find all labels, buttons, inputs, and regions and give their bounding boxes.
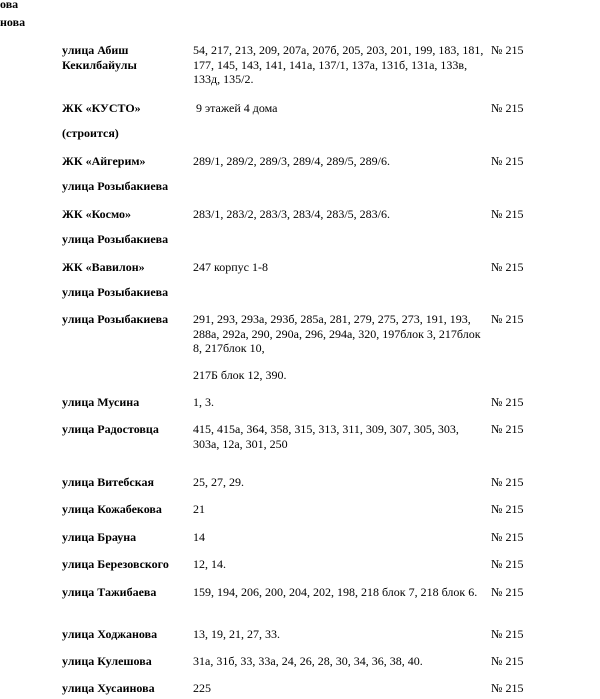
house-numbers: 217Б блок 12, 390. (193, 368, 287, 382)
house-numbers: 159, 194, 206, 200, 204, 202, 198, 218 блок 7, 218 блок 6. (193, 585, 478, 599)
street-name: улица Розыбакиева (62, 312, 169, 326)
house-numbers: 13, 19, 21, 27, 33. (193, 627, 280, 641)
house-numbers: 31а, 31б, 33, 33а, 24, 26, 28, 30, 34, 36, 38, 40. (193, 654, 423, 668)
street-name: улица Абиш Кекилбайулы (62, 43, 137, 72)
street-name: улица Мусина (62, 395, 140, 409)
district-number: № 215 (491, 43, 524, 57)
district-number: № 215 (491, 395, 524, 409)
street-name: улица Кожабекова (62, 502, 162, 516)
district-number: № 215 (491, 654, 524, 668)
district-number: № 215 (491, 101, 524, 115)
house-numbers: 225 (193, 681, 211, 695)
house-numbers: 1, 3. (193, 395, 214, 409)
district-number: № 215 (491, 154, 524, 168)
house-numbers: 291, 293, 293а, 293б, 285а, 281, 279, 275, 273, 191, 193, 288а, 292а, 290, 290а, 296, 294а, 320, 197блок 3, 217блок 8, 217блок 10, (193, 312, 481, 355)
house-numbers: 283/1, 283/2, 283/3, 283/4, 283/5, 283/6. (193, 207, 391, 221)
street-name: улица Розыбакиева (62, 232, 169, 246)
district-number: № 215 (491, 207, 524, 221)
house-numbers: 54, 217, 213, 209, 207а, 207б, 205, 203, 201, 199, 183, 181, 177, 145, 143, 141, 141а, 137/1, 137а, 131б, 131а, 133в, 133д, 135/2. (193, 43, 484, 86)
street-name: улица Радостовца (62, 422, 159, 436)
house-numbers: 415, 415а, 364, 358, 315, 313, 311, 309, 307, 305, 303, 303а, 12а, 301, 250 (193, 422, 459, 451)
street-name: улица Брауна (62, 530, 137, 544)
street-name: ЖК «Айгерим» (62, 154, 146, 168)
street-name: улица Тажибаева (62, 585, 157, 599)
district-number: № 215 (491, 502, 524, 516)
district-number: № 215 (491, 681, 524, 695)
district-number: № 215 (491, 312, 524, 326)
house-numbers: 247 корпус 1-8 (193, 260, 268, 274)
house-numbers: 25, 27, 29. (193, 475, 244, 489)
district-number: № 215 (491, 475, 524, 489)
house-numbers: 12, 14. (193, 557, 226, 571)
house-numbers: 14 (193, 530, 205, 544)
cut-off-fragment-2: нова (0, 15, 26, 29)
district-number: № 215 (491, 627, 524, 641)
street-name: (строится) (62, 126, 119, 140)
district-number: № 215 (491, 557, 524, 571)
district-number: № 215 (491, 422, 524, 436)
house-numbers: 289/1, 289/2, 289/3, 289/4, 289/5, 289/6. (193, 154, 391, 168)
house-numbers: 21 (193, 502, 205, 516)
street-name: улица Розыбакиева (62, 285, 169, 299)
street-name: улица Розыбакиева (62, 179, 169, 193)
street-name: улица Витебская (62, 475, 154, 489)
house-numbers: 9 этажей 4 дома (196, 101, 278, 115)
cut-off-fragment-1: ова (0, 0, 19, 11)
street-name: улица Кулешова (62, 654, 152, 668)
street-name: ЖК «КУСТО» (62, 101, 141, 115)
street-name: улица Ходжанова (62, 627, 158, 641)
district-number: № 215 (491, 585, 524, 599)
street-name: ЖК «Вавилон» (62, 260, 145, 274)
street-name: улица Березовского (62, 557, 169, 571)
street-name: ЖК «Космо» (62, 207, 132, 221)
district-number: № 215 (491, 530, 524, 544)
district-number: № 215 (491, 260, 524, 274)
street-name: улица Хусаинова (62, 681, 155, 695)
